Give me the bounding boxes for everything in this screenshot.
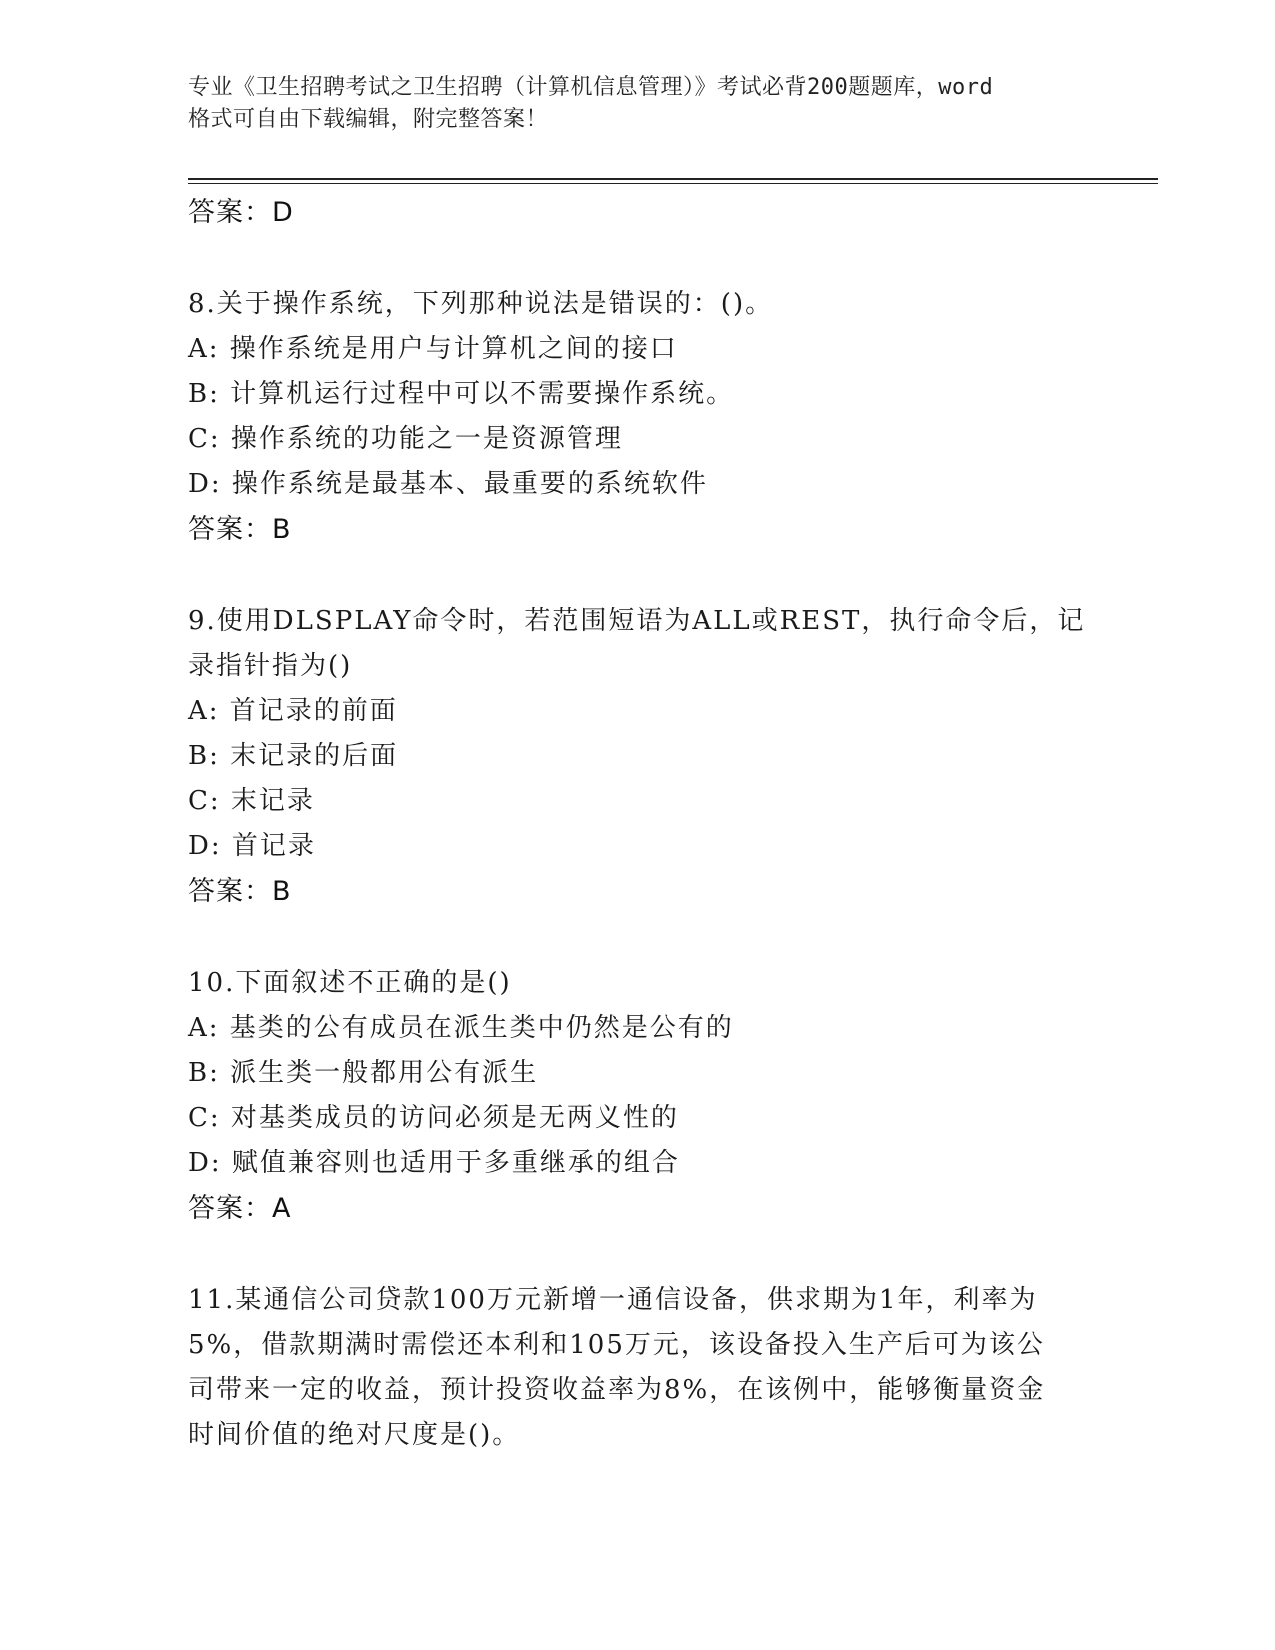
question-list — [188, 190, 1088, 1458]
question-text: 8.关于操作系统，下列那种说法是错误的：()。 — [188, 289, 774, 319]
question-text-cont: 司带来一定的收益，预计投资收益率为8%，在该例中，能够衡量资金 — [188, 1375, 1046, 1405]
option-a: A: 首记录的前面 — [188, 696, 398, 726]
option-c: C: 对基类成员的访问必须是无两义性的 — [188, 1103, 679, 1133]
header-title-line-2: 格式可自由下载编辑，附完整答案！ — [188, 107, 549, 132]
option-d: D: 首记录 — [188, 831, 316, 861]
question-text: 11.某通信公司贷款100万元新增一通信设备，供求期为1年，利率为 — [188, 1285, 1038, 1315]
option-d: D: 赋值兼容则也适用于多重继承的组合 — [188, 1148, 680, 1178]
question-text: 10.下面叙述不正确的是() — [188, 968, 512, 998]
option-a: A: 操作系统是用户与计算机之间的接口 — [188, 334, 678, 364]
question-text-cont: 录指针指为() — [188, 651, 353, 681]
header-rule-thin — [188, 183, 1158, 184]
spacer — [188, 552, 1088, 599]
question-11 — [188, 1278, 1088, 1458]
option-b: B: 计算机运行过程中可以不需要操作系统。 — [188, 379, 735, 409]
question-9 — [188, 599, 1088, 914]
option-d: D: 操作系统是最基本、最重要的系统软件 — [188, 469, 708, 499]
header-title-line-1: 专业《卫生招聘考试之卫生招聘（计算机信息管理）》考试必背200题题库，word — [188, 75, 994, 100]
question-8 — [188, 282, 1088, 552]
option-c: C: 操作系统的功能之一是资源管理 — [188, 424, 623, 454]
question-text-cont: 时间价值的绝对尺度是()。 — [188, 1420, 521, 1450]
spacer — [188, 914, 1088, 961]
spacer — [188, 1231, 1088, 1278]
header-rule-thick — [188, 178, 1158, 180]
question-text-cont: 5%，借款期满时需偿还本利和105万元，该设备投入生产后可为该公 — [188, 1330, 1045, 1360]
option-a: A: 基类的公有成员在派生类中仍然是公有的 — [188, 1013, 734, 1043]
answer: 答案：B — [188, 514, 292, 545]
answer: 答案：B — [188, 876, 292, 907]
option-b: B: 派生类一般都用公有派生 — [188, 1058, 539, 1088]
option-b: B: 末记录的后面 — [188, 741, 399, 771]
option-c: C: 末记录 — [188, 786, 315, 816]
question-10 — [188, 961, 1088, 1231]
question-text: 9.使用DLSPLAY命令时，若范围短语为ALL或REST，执行命令后，记 — [188, 606, 1086, 636]
document-header — [188, 72, 1108, 136]
answer-q7: 答案：D — [188, 197, 294, 228]
spacer — [188, 235, 1088, 282]
answer: 答案：A — [188, 1193, 292, 1224]
